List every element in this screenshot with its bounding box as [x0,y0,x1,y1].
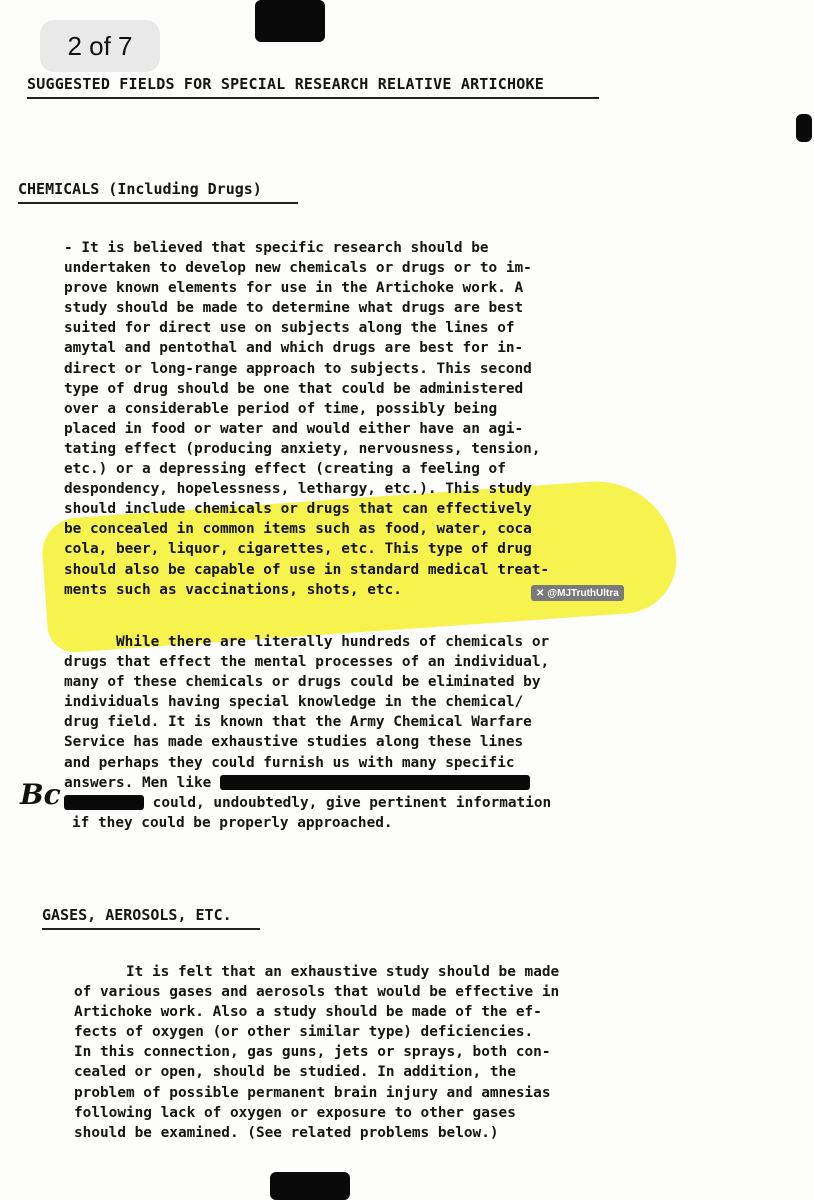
text-line: following lack of oxygen or exposure to other gases [74,1104,516,1121]
handwritten-annotation: Bc [20,778,61,811]
text-line: if they could be properly approached. [72,814,393,831]
paragraph-chemicals-2 [64,632,654,833]
text-line: amytal and pentothal and which drugs are best for in- [64,340,524,357]
section-heading-underline [42,928,260,930]
watermark-handle: @MJTruthUltra [547,587,619,599]
text-line: In this connection, gas guns, jets or sprays, both con- [74,1044,551,1061]
section-heading-underline [18,202,298,204]
text-line: It is felt that an exhaustive study should be made [126,964,560,980]
text-line: and perhaps they could furnish us with many specific [64,754,515,771]
text-line: direct or long-range approach to subjects. This second [64,360,532,377]
section-heading-chemicals: CHEMICALS (Including Drugs) [18,180,262,198]
paragraph-gases-1 [74,962,664,1143]
top-right-redaction [796,114,812,142]
text-line: ments such as vaccinations, shots, etc. [64,581,402,598]
title-underline [27,97,599,99]
inline-redaction [220,775,530,790]
bottom-redaction [270,1172,350,1200]
text-line: many of these chemicals or drugs could be eliminated by [64,674,541,691]
text-line [64,773,654,793]
text-line: Artichoke work. Also a study should be made of the ef- [74,1004,542,1021]
text-line: suited for direct use on subjects along the lines of [64,320,515,337]
x-logo-icon: ✕ [536,587,545,599]
text-line: should also be capable of use in standard medical treat- [64,561,550,578]
text-line: individuals having special knowledge in the chemical/ [64,694,524,711]
text-line: study should be made to determine what drugs are best [64,300,524,317]
text-fragment: answers. Men like [64,774,212,791]
inline-redaction [64,795,144,810]
text-line: problem of possible permanent brain injury and amnesias [74,1084,551,1101]
paragraph-chemicals-1 [64,238,654,600]
text-line: Service has made exhaustive studies along these lines [64,734,524,751]
text-line: cola, beer, liquor, cigarettes, etc. This type of drug [64,541,532,558]
text-line: placed in food or water and would either have an agi- [64,420,524,437]
text-line: cealed or open, should be studied. In addition, the [74,1064,516,1081]
text-fragment: could, undoubtedly, give pertinent information [152,794,552,811]
text-line: should include chemicals or drugs that can effectively [64,501,532,518]
text-line: - It is believed that specific research should be [64,240,489,256]
text-line: drug field. It is known that the Army Chemical Warfare [64,714,532,731]
page-counter-badge: 2 of 7 [40,20,160,72]
text-line: despondency, hopelessness, lethargy, etc.). This study [64,481,532,498]
text-line: tating effect (producing anxiety, nervousness, tension, [64,440,541,457]
text-line: be concealed in common items such as food, water, coca [64,521,532,538]
text-line: of various gases and aerosols that would be effective in [74,984,560,1001]
text-line: type of drug should be one that could be administered [64,380,524,397]
text-line: undertaken to develop new chemicals or drugs or to im- [64,260,532,277]
top-redaction [255,0,325,42]
text-line [64,793,654,813]
text-line: While there are literally hundreds of chemicals or [116,634,550,650]
text-line: etc.) or a depressing effect (creating a feeling of [64,461,506,478]
text-line: drugs that effect the mental processes of an individual, [64,654,550,671]
text-line: over a considerable period of time, possibly being [64,400,498,417]
text-line: fects of oxygen (or other similar type) deficiencies. [74,1024,534,1041]
text-line: prove known elements for use in the Artichoke work. A [64,280,524,297]
text-line: should be examined. (See related problems below.) [74,1124,499,1141]
watermark-badge [531,585,624,601]
document-title: SUGGESTED FIELDS FOR SPECIAL RESEARCH RELATIVE ARTICHOKE [27,75,544,93]
section-heading-gases: GASES, AEROSOLS, ETC. [42,906,232,924]
